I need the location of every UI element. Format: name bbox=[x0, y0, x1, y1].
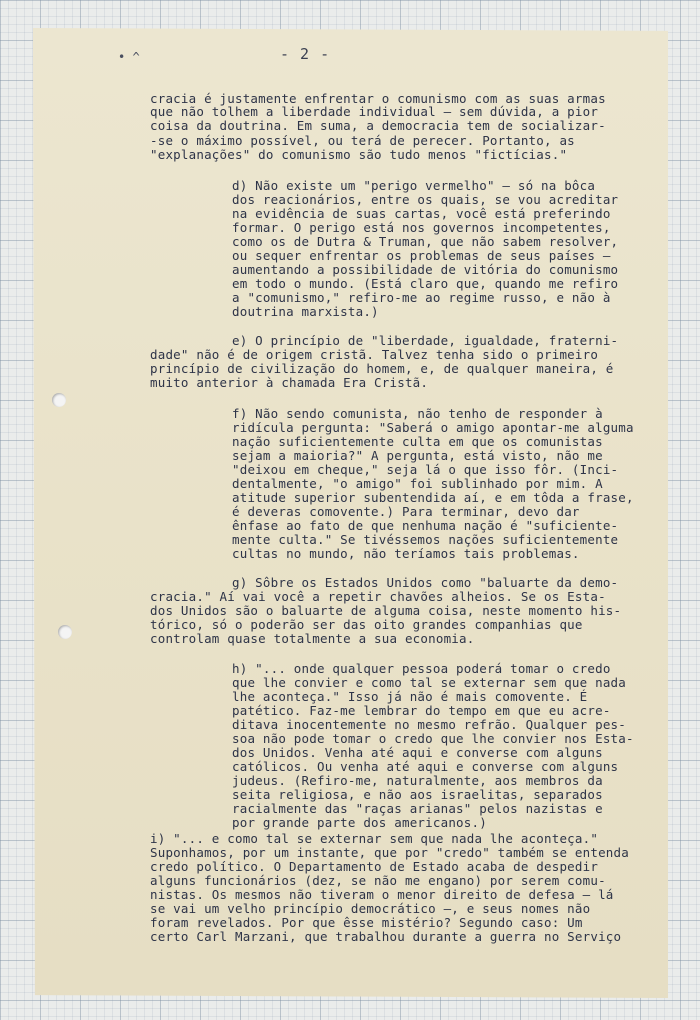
text-line: ridícula pergunta: "Saberá o amigo apontar-me alguma bbox=[232, 420, 634, 435]
text-line: foram revelados. Por que êsse mistério? Segundo caso: Um bbox=[150, 915, 583, 930]
text-line: alguns funcionários (dez, se não me engano) por serem comu- bbox=[150, 873, 606, 888]
text-line: formar. O perigo está nos governos incompetentes, bbox=[232, 220, 611, 235]
text-line: em todo o mundo. (Está claro que, quando me refiro bbox=[232, 276, 619, 291]
text-line: dos Unidos. Venha até aqui e converse com alguns bbox=[232, 745, 603, 760]
text-line: i) "... e como tal se externar sem que nada lhe aconteça." bbox=[150, 831, 599, 846]
text-line: dentalmente, "o amigo" foi sublinhado por mim. A bbox=[232, 476, 603, 491]
text-line: credo político. O Departamento de Estado acaba de despedir bbox=[150, 859, 599, 874]
text-line: lhe aconteça." Isso já não é mais comovente. É bbox=[232, 689, 588, 704]
text-line: certo Carl Marzani, que trabalhou durante a guerra no Serviço bbox=[150, 929, 622, 944]
text-line: coisa da doutrina. Em suma, a democracia tem de socializar- bbox=[150, 118, 606, 133]
text-line: se vai um velho princípio democrático —, e seus nomes não bbox=[150, 901, 591, 916]
text-line: a "comunismo," refiro-me ao regime russo, e não à bbox=[232, 290, 611, 305]
text-line: dos Unidos são o baluarte de alguma coisa, neste momento his- bbox=[150, 603, 622, 618]
page-number: - 2 - bbox=[280, 45, 331, 63]
text-line: mente culta." Se tivéssemos nações suficientemente bbox=[232, 532, 619, 547]
text-line: cracia é justamente enfrentar o comunismo com as suas armas bbox=[150, 91, 606, 106]
text-line: princípio de civilização do homem, e, de qualquer maneira, é bbox=[150, 361, 614, 376]
text-line: aumentando a possibilidade de vitória do comunismo bbox=[232, 262, 619, 277]
text-line: racialmente das "raças arianas" pelos nazistas e bbox=[232, 801, 603, 816]
text-line: como os de Dutra & Truman, que não sabem resolver, bbox=[232, 234, 619, 249]
text-line: cracia." Aí vai você a repetir chavões alheios. Se os Esta- bbox=[150, 589, 606, 604]
corner-mark: • ^ bbox=[118, 50, 140, 64]
text-line: atitude superior subentendida aí, e em tôda a frase, bbox=[232, 490, 634, 505]
text-line: ênfase ao fato de que nenhuma nação é "suficiente- bbox=[232, 518, 619, 533]
text-line: que não tolhem a liberdade individual — sem dúvida, a pior bbox=[150, 104, 599, 119]
text-line: nação suficientemente culta em que os comunistas bbox=[232, 434, 603, 449]
text-line: católicos. Ou venha até aqui e converse com alguns bbox=[232, 759, 619, 774]
text-line: muito anterior à chamada Era Cristã. bbox=[150, 375, 429, 390]
text-line: patético. Faz-me lembrar do tempo em que eu acre- bbox=[232, 703, 611, 718]
text-line: ou sequer enfrentar os problemas de seus países — bbox=[232, 248, 611, 263]
text-line: é deveras comovente.) Para terminar, devo dar bbox=[232, 504, 580, 519]
text-line: "deixou em cheque," seja lá o que isso fôr. (Inci- bbox=[232, 462, 619, 477]
text-line: doutrina marxista.) bbox=[232, 304, 379, 319]
text-line: e) O princípio de "liberdade, igualdade, fraterni- bbox=[232, 333, 619, 348]
text-line: por grande parte dos americanos.) bbox=[232, 815, 487, 830]
punch-hole-bottom bbox=[58, 625, 72, 639]
text-line: dade" não é de origem cristã. Talvez tenha sido o primeiro bbox=[150, 347, 599, 362]
text-line: cultas no mundo, não teríamos tais problemas. bbox=[232, 546, 580, 561]
punch-hole-top bbox=[52, 393, 66, 407]
text-line: que lhe convier e como tal se externar sem que nada bbox=[232, 675, 627, 690]
text-line: judeus. (Refiro-me, naturalmente, aos membros da bbox=[232, 773, 603, 788]
text-line: f) Não sendo comunista, não tenho de responder à bbox=[232, 406, 603, 421]
text-line: ditava inocentemente no mesmo refrão. Qualquer pes- bbox=[232, 717, 627, 732]
text-line: "explanações" do comunismo são tudo menos "fictícias." bbox=[150, 147, 568, 162]
text-line: controlam quase totalmente a sua economia. bbox=[150, 631, 475, 646]
text-line: sejam a maioria?" A pergunta, está visto, não me bbox=[232, 448, 603, 463]
text-line: nistas. Os mesmos não tiveram o menor direito de defesa — lá bbox=[150, 887, 614, 902]
text-line: soa não pode tomar o credo que lhe convier nos Esta- bbox=[232, 731, 634, 746]
text-line: tórico, só o poderão ser das oito grandes companhias que bbox=[150, 617, 583, 632]
text-line: h) "... onde qualquer pessoa poderá tomar o credo bbox=[232, 661, 611, 676]
text-line: na evidência de suas cartas, você está preferindo bbox=[232, 206, 611, 221]
text-line: Suponhamos, por um instante, que por "credo" também se entenda bbox=[150, 845, 629, 860]
text-line: g) Sôbre os Estados Unidos como "baluarte da demo- bbox=[232, 575, 619, 590]
text-line: d) Não existe um "perigo vermelho" — só na bôca bbox=[232, 178, 596, 193]
text-line: seita religiosa, e não aos israelitas, separados bbox=[232, 787, 603, 802]
text-line: dos reacionários, entre os quais, se vou acreditar bbox=[232, 192, 619, 207]
text-line: -se o máximo possível, ou terá de perecer. Portanto, as bbox=[150, 133, 575, 148]
